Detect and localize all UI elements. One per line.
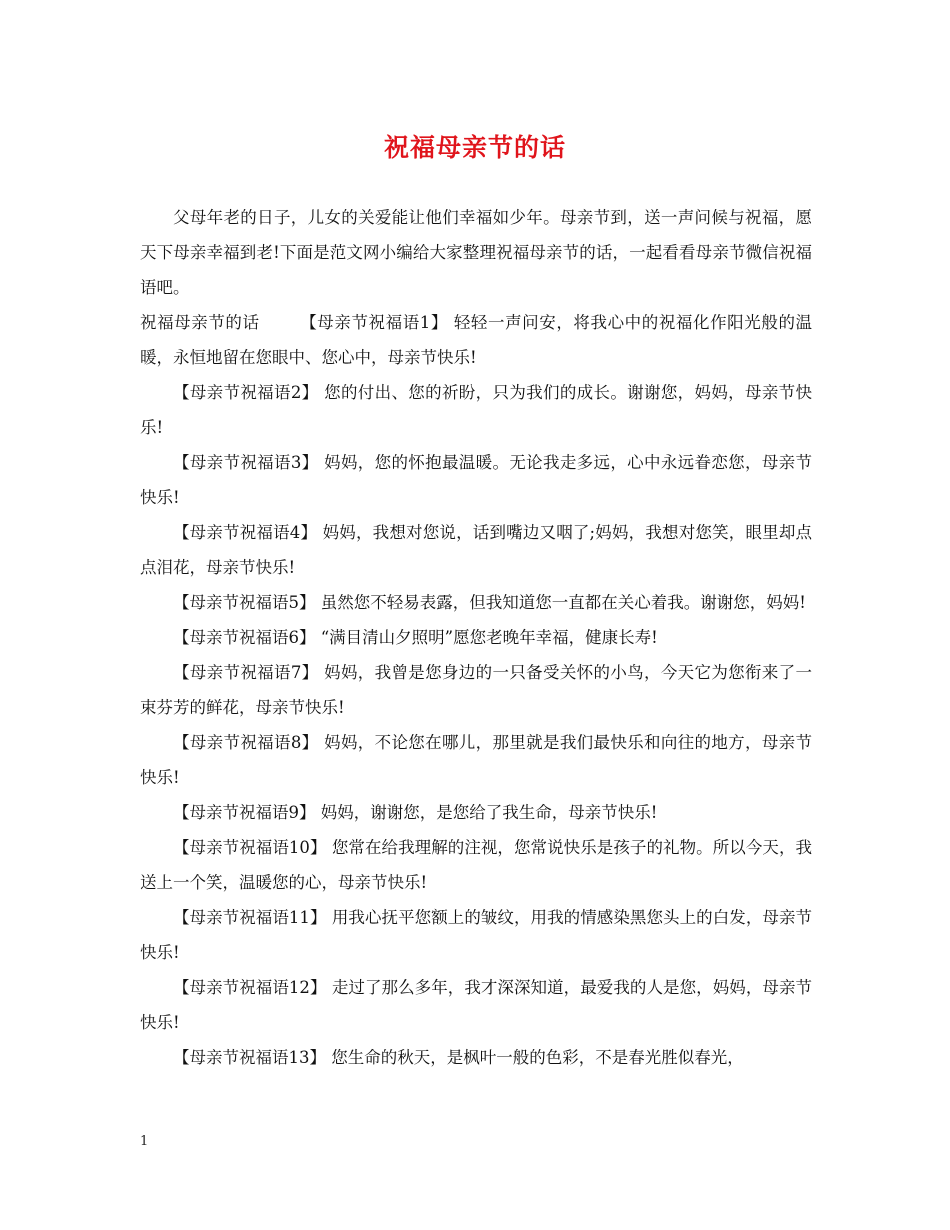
item-paragraph-11: [140, 900, 812, 970]
item-paragraph-4: [140, 515, 812, 585]
item-text: 妈妈，您的怀抱最温暖。无论我走多远，心中永远眷恋您，母亲节快乐!: [140, 453, 813, 507]
item-paragraph-5: [140, 585, 812, 620]
item-tag: 【母亲节祝福语4】: [173, 523, 318, 542]
item-paragraph-13: [140, 1040, 812, 1075]
item-paragraph-12: [140, 970, 812, 1040]
item-tag: 【母亲节祝福语1】: [299, 313, 448, 332]
document-body: [140, 200, 812, 1075]
item-text: 您的付出、您的祈盼，只为我们的成长。谢谢您，妈妈，母亲节快乐!: [140, 383, 813, 437]
item-tag: 【母亲节祝福语5】: [173, 593, 316, 612]
item-paragraph-10: [140, 830, 812, 900]
item-text: 妈妈，不论您在哪儿，那里就是我们最快乐和向往的地方，母亲节快乐!: [140, 733, 813, 787]
item-text: “满目清山夕照明”愿您老晚年幸福，健康长寿!: [320, 628, 658, 647]
item-paragraph-9: [140, 795, 812, 830]
item-text: 妈妈，我想对您说，话到嘴边又咽了;妈妈，我想对您笑，眼里却点点泪花，母亲节快乐!: [140, 523, 813, 577]
item-text: 轻轻一声问安，将我心中的祝福化作阳光般的温暖，永恒地留在您眼中、您心中，母亲节快乐!: [140, 313, 813, 367]
page-number: 1: [140, 1134, 149, 1149]
page-title: 祝福母亲节的话: [383, 133, 566, 162]
item-text: 您常在给我理解的注视，您常说快乐是孩子的礼物。所以今天，我送上一个笑，温暖您的心，母亲节快乐!: [140, 838, 813, 892]
item-tag: 【母亲节祝福语9】: [173, 803, 316, 822]
section-heading: 祝福母亲节的话: [140, 313, 260, 332]
intro-paragraph: 父母年老的日子，儿女的关爱能让他们幸福如少年。母亲节到，送一声问候与祝福，愿天下母亲幸福到老!下面是范文网小编给大家整理祝福母亲节的话，一起看看母亲节微信祝福语吧。: [140, 208, 812, 297]
item-text: 用我心抚平您额上的皱纹，用我的情感染黑您头上的白发，母亲节快乐!: [140, 908, 813, 962]
item-text: 您生命的秋天，是枫叶一般的色彩，不是春光胜似春光，: [331, 1048, 744, 1067]
item-tag: 【母亲节祝福语2】: [173, 383, 319, 402]
item-paragraph-6: [140, 620, 812, 655]
item-tag: 【母亲节祝福语3】: [173, 453, 319, 472]
item-tag: 【母亲节祝福语12】: [173, 978, 327, 997]
item-tag: 【母亲节祝福语11】: [173, 908, 327, 927]
item-text: 走过了那么多年，我才深深知道，最爱我的人是您，妈妈，母亲节快乐!: [140, 978, 813, 1032]
item-tag: 【母亲节祝福语6】: [173, 628, 316, 647]
item-text: 妈妈，我曾是您身边的一只备受关怀的小鸟，今天它为您衔来了一束芬芳的鲜花，母亲节快乐!: [140, 663, 813, 717]
item-paragraph-3: [140, 445, 812, 515]
item-tag: 【母亲节祝福语7】: [173, 663, 319, 682]
item-paragraph-2: [140, 375, 812, 445]
item-tag: 【母亲节祝福语13】: [173, 1048, 326, 1067]
item-tag: 【母亲节祝福语10】: [173, 838, 327, 857]
item-text: 虽然您不轻易表露，但我知道您一直都在关心着我。谢谢您，妈妈!: [320, 593, 806, 612]
item-paragraph-8: [140, 725, 812, 795]
item-tag: 【母亲节祝福语8】: [173, 733, 319, 752]
item-paragraph-7: [140, 655, 812, 725]
item-paragraph-1: [140, 305, 812, 375]
item-text: 妈妈，谢谢您，是您给了我生命，母亲节快乐!: [320, 803, 658, 822]
